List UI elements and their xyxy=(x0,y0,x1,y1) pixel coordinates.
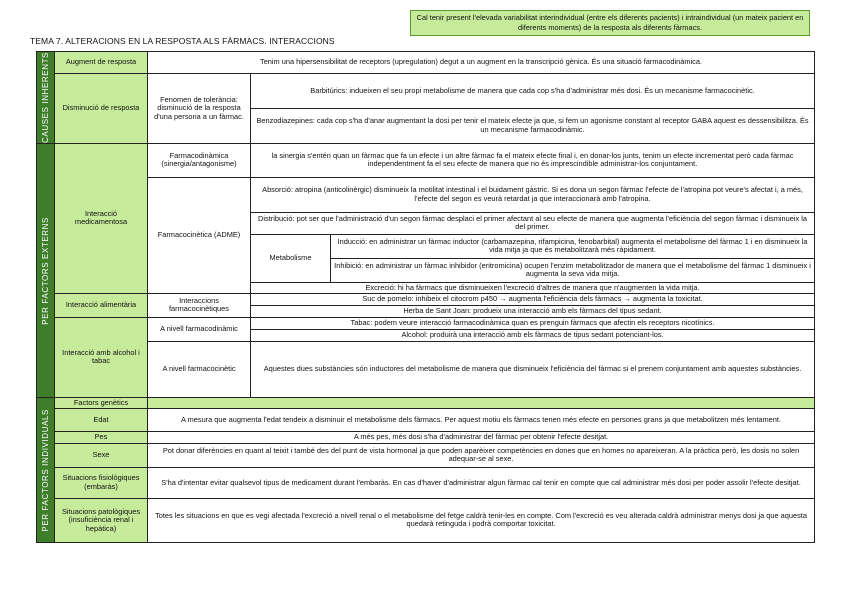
patologiques-text: Totes les situacions en que es vegi afectada l'excreció a nivell renal o el metabolisme del fetge caldrà tenir-les en compte. Com l'excreció es veu alterada caldrà administrar menys dosi ja que aquesta quedarà retinguda i podrà comportar toxicitat. xyxy=(148,498,815,542)
row-augment xyxy=(37,52,815,74)
alcohol-tabac-label: Interacció amb alcohol i tabac xyxy=(55,317,148,397)
edat-label: Edat xyxy=(55,408,148,431)
row-barbiturics xyxy=(37,74,815,109)
row-fisiologiques xyxy=(37,467,815,498)
section-individuals-label: PER FACTORS INDIVIDUALS xyxy=(40,408,50,532)
page-title: TEMA 7. ALTERACIONS EN LA RESPOSTA ALS FÀRMACS. INTERACCIONS xyxy=(30,36,335,46)
patologiques-label: Situacions patològiques (insuficiència renal i hepàtica) xyxy=(55,498,148,542)
row-pes xyxy=(37,431,815,443)
alcohol-text: Alcohol: produirà una interacció amb els fàrmacs de tipus sedant potenciant-los. xyxy=(251,329,815,341)
row-genetics xyxy=(37,397,815,408)
summary-table xyxy=(36,51,815,543)
genetics-empty xyxy=(148,397,815,408)
inductors-text: Aquestes dues substàncies són inductores del metabolisme de manera que disminueix l'eficiència del fàrmac si el prenem conjuntament amb aquestes substàncies. xyxy=(251,341,815,397)
alimentaria-label: Interacció alimentària xyxy=(55,293,148,317)
augment-label: Augment de resposta xyxy=(55,52,148,74)
pes-label: Pes xyxy=(55,431,148,443)
row-edat xyxy=(37,408,815,431)
section-individuals xyxy=(37,397,55,542)
row-patologiques xyxy=(37,498,815,542)
row-farmacodinamica xyxy=(37,143,815,177)
fisiologiques-label: Situacions fisiològiques (embaràs) xyxy=(55,467,148,498)
variability-note: Cal tenir present l'elevada variabilitat interindividual (entre els diferents pacients) i intraindividual (un mateix pacient en diferents moments) de la resposta als diferents fàrmacs. xyxy=(410,10,810,36)
barbiturics-text: Barbitúrics: indueixen el seu propi metabolisme de manera que cada cop s'ha d'administrar més dosi. És un mecanisme farmacocinètic. xyxy=(251,74,815,109)
farmacocinetica-label: Farmacocinètica (ADME) xyxy=(148,177,251,293)
farmacodinamica-label: Farmacodinàmica (sinergia/antagonisme) xyxy=(148,143,251,177)
sexe-text: Pot donar diferències en quant al teixit i també des del punt de vista hormonal ja que poden aparèixer competències en dones que en homes no apareixeran. A la pràctica però, les dosis no solen adequar-se al sexe. xyxy=(148,443,815,467)
herba-text: Herba de Sant Joan: produeix una interacció amb els fàrmacs del tipus sedant. xyxy=(251,305,815,317)
metabolisme-label: Metabolisme xyxy=(251,234,331,282)
genetics-label: Factors genètics xyxy=(55,397,148,408)
row-absorcio xyxy=(37,177,815,212)
row-pomelo xyxy=(37,293,815,305)
sexe-label: Sexe xyxy=(55,443,148,467)
absorcio-text: Absorció: atropina (anticolinèrgic) disminueix la motilitat intestinal i el buidament gàstric. Si es dona un segon fàrmac l'efecte de l'atropina pot veure's afectat i, a més, l'efecte del segon es veurà retardat ja que interaccionarà amb l'atropina. xyxy=(251,177,815,212)
augment-text: Tenim una hipersensibilitat de receptors (upregulation) degut a un augment en la transcripció gènica. És una situació farmacodinàmica. xyxy=(148,52,815,74)
section-inherents-label: CAUSES INHERENTS xyxy=(40,52,50,143)
nivell-farmacocinetic: A nivell farmacocinètic xyxy=(148,341,251,397)
row-sexe xyxy=(37,443,815,467)
inhibicio-text: Inhibició: en administrar un fàrmac inhibidor (eritromicina) ocupen l'enzim metabolitzador de manera que el metabolisme del fàrmac 1 disminueix i augmenta la seva vida mitja. xyxy=(331,258,815,282)
excrecio-text: Excreció: hi ha fàrmacs que disminueixen l'excreció d'altres de manera que n'augmenten la vida mitja. xyxy=(251,282,815,293)
pomelo-text: Suc de pomelo: inhibeix el citocrom p450 → augmenta l'eficiència dels fàrmacs → augmenta la toxicitat. xyxy=(251,293,815,305)
farmacodinamica-text: la sinergia s'entén quan un fàrmac que fa un efecte i un altre fàrmac fa el mateix efecte final i, en donar-los junts, tenim un efecte incrementat però cada fàrmac independentment fa el seu efecte de manera que no és imprescindible administrar-los conjuntament. xyxy=(251,143,815,177)
medicamentosa-label: Interacció medicamentosa xyxy=(55,143,148,293)
section-externs xyxy=(37,143,55,397)
disminucio-label: Disminució de resposta xyxy=(55,74,148,144)
section-externs-label: PER FACTORS EXTERNS xyxy=(40,216,50,325)
induccio-text: Inducció: en administrar un fàrmac inductor (carbamazepina, rifampicina, fenobarbital) augmenta el metabolisme del fàrmac 1 i en disminueix la vida mitja ja que és metabolitzarà més ràpidament. xyxy=(331,234,815,258)
tolerancia-label: Fenomen de tolerància: disminució de la resposta d'una persona a un fàrmac. xyxy=(148,74,251,144)
edat-text: A mesura que augmenta l'edat tendeix a disminuir el metabolisme dels fàrmacs. Per aquest motiu els fàrmacs tenen més efecte en persones grans ja que metabolitzen més lentament. xyxy=(148,408,815,431)
pes-text: A més pes, més dosi s'ha d'administrar del fàrmac per obtenir l'efecte desitjat. xyxy=(148,431,815,443)
nivell-farmacodinamic: A nivell farmacodinàmic xyxy=(148,317,251,341)
row-tabac xyxy=(37,317,815,329)
tabac-text: Tabac: podem veure interacció farmacodinàmica quan es prenguin fàrmacs que afectin els receptors nicotínics. xyxy=(251,317,815,329)
fisiologiques-text: S'ha d'intentar evitar qualsevol tipus de medicament durant l'embaràs. En cas d'haver d'administrar algun fàrmac cal tenir en compte que cal administrar més dosi per poder assolir l'efecte desitjat. xyxy=(148,467,815,498)
row-inductors xyxy=(37,341,815,397)
benzodiazepines-text: Benzodiazepines: cada cop s'ha d'anar augmentant la dosi per tenir el mateix efecte ja que, si fem un agonisme constant al receptor GABA aquest es dessensibilitza. És un mecanisme farmacodinàmic. xyxy=(251,108,815,143)
distribucio-text: Distribució: pot ser que l'administració d'un segon fàrmac desplaci el primer afectant al seu efecte de manera que augmenta l'eficiència del segon fàrmac i disminueix la del primer. xyxy=(251,212,815,234)
section-inherents xyxy=(37,52,55,144)
alimentaria-sub: Interaccions farmacocinètiques xyxy=(148,293,251,317)
